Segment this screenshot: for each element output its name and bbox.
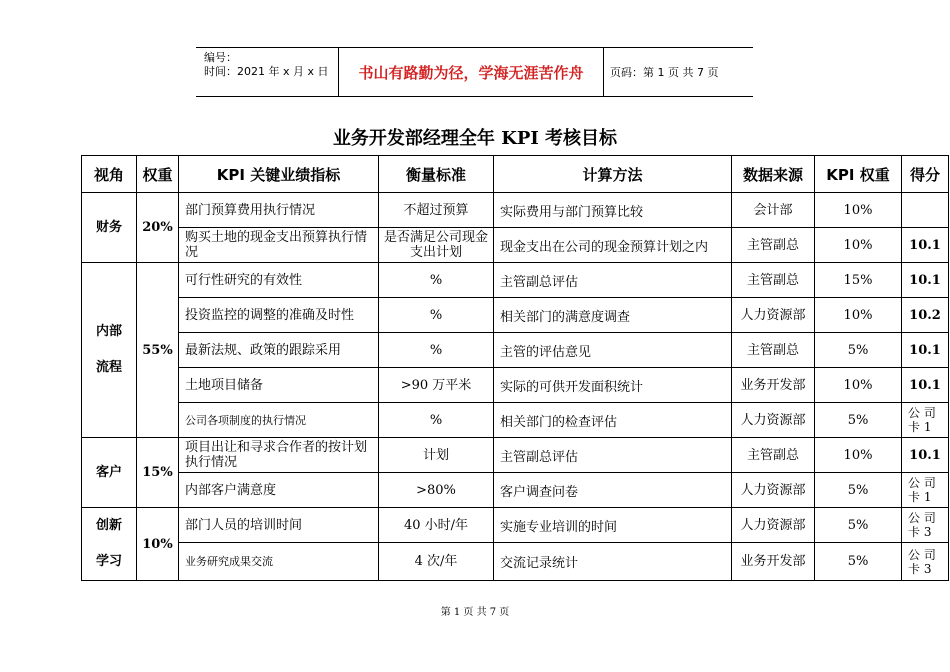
source-cell: 主管副总 bbox=[732, 228, 815, 263]
header-meta bbox=[196, 48, 338, 96]
score-cell: 公 司 卡 1 bbox=[902, 403, 949, 438]
kpi-weight-cell: 10% bbox=[815, 368, 902, 403]
source-cell: 业务开发部 bbox=[732, 543, 815, 581]
kpi-table bbox=[81, 155, 949, 581]
table-row bbox=[82, 298, 949, 333]
weight-cell: 55% bbox=[137, 263, 179, 438]
method-cell: 相关部门的检查评估 bbox=[494, 403, 732, 438]
score-cell: 10.2 bbox=[902, 298, 949, 333]
method-cell: 主管副总评估 bbox=[494, 438, 732, 473]
source-cell: 主管副总 bbox=[732, 333, 815, 368]
table-row bbox=[82, 473, 949, 508]
kpi-weight-cell: 5% bbox=[815, 508, 902, 543]
indicator-cell: 可行性研究的有效性 bbox=[179, 263, 379, 298]
standard-cell: 不超过预算 bbox=[379, 193, 494, 228]
column-header-weight: 权重 bbox=[137, 156, 179, 193]
method-cell: 实施专业培训的时间 bbox=[494, 508, 732, 543]
perspective-line-2: 学习 bbox=[95, 554, 122, 569]
table-row bbox=[82, 263, 949, 298]
table-header-row bbox=[82, 156, 949, 193]
table-row bbox=[82, 438, 949, 473]
source-cell: 主管副总 bbox=[732, 263, 815, 298]
perspective-cell bbox=[82, 508, 137, 581]
standard-cell: % bbox=[379, 333, 494, 368]
kpi-weight-cell: 10% bbox=[815, 298, 902, 333]
kpi-weight-cell: 5% bbox=[815, 473, 902, 508]
weight-cell: 10% bbox=[137, 508, 179, 581]
standard-cell: % bbox=[379, 403, 494, 438]
perspective-cell bbox=[82, 263, 137, 438]
score-cell: 10.1 bbox=[902, 228, 949, 263]
source-cell: 人力资源部 bbox=[732, 298, 815, 333]
perspective-line-2: 流程 bbox=[95, 360, 122, 375]
header-motto: 书山有路勤为径，学海无涯苦作舟 bbox=[338, 48, 604, 96]
standard-cell: 是否满足公司现金支出计划 bbox=[379, 228, 494, 263]
number-label: 编号： bbox=[204, 51, 237, 64]
source-cell: 人力资源部 bbox=[732, 403, 815, 438]
standard-cell: >90 万平米 bbox=[379, 368, 494, 403]
standard-cell: 40 小时/年 bbox=[379, 508, 494, 543]
column-header-score: 得分 bbox=[902, 156, 949, 193]
standard-cell: % bbox=[379, 263, 494, 298]
standard-cell: 4 次/年 bbox=[379, 543, 494, 581]
score-cell: 10.1 bbox=[902, 368, 949, 403]
table-row bbox=[82, 508, 949, 543]
weight-cell: 20% bbox=[137, 193, 179, 263]
column-header-standard: 衡量标准 bbox=[379, 156, 494, 193]
column-header-method: 计算方法 bbox=[494, 156, 732, 193]
kpi-weight-cell: 10% bbox=[815, 193, 902, 228]
method-cell: 现金支出在公司的现金预算计划之内 bbox=[494, 228, 732, 263]
table-row bbox=[82, 368, 949, 403]
method-cell: 实际费用与部门预算比较 bbox=[494, 193, 732, 228]
column-header-perspective: 视角 bbox=[82, 156, 137, 193]
weight-cell: 15% bbox=[137, 438, 179, 508]
kpi-weight-cell: 5% bbox=[815, 543, 902, 581]
indicator-cell: 部门人员的培训时间 bbox=[179, 508, 379, 543]
indicator-cell: 公司各项制度的执行情况 bbox=[179, 403, 379, 438]
score-cell: 公 司 卡 3 bbox=[902, 508, 949, 543]
source-cell: 主管副总 bbox=[732, 438, 815, 473]
source-cell: 会计部 bbox=[732, 193, 815, 228]
score-cell: 公 司 卡 3 bbox=[902, 543, 949, 581]
indicator-cell: 投资监控的调整的准确及时性 bbox=[179, 298, 379, 333]
time-label: 时间：2021 年 x 月 x 日 bbox=[204, 65, 329, 78]
score-cell: 10.1 bbox=[902, 263, 949, 298]
kpi-weight-cell: 5% bbox=[815, 403, 902, 438]
standard-cell: % bbox=[379, 298, 494, 333]
method-cell: 实际的可供开发面积统计 bbox=[494, 368, 732, 403]
standard-cell: >80% bbox=[379, 473, 494, 508]
table-row bbox=[82, 228, 949, 263]
kpi-weight-cell: 15% bbox=[815, 263, 902, 298]
method-cell: 主管的评估意见 bbox=[494, 333, 732, 368]
header-page-info: 页码：第 1 页 共 7 页 bbox=[610, 66, 719, 79]
indicator-cell: 项目出让和寻求合作者的按计划执行情况 bbox=[179, 438, 379, 473]
method-cell: 客户调查问卷 bbox=[494, 473, 732, 508]
column-header-kpi-weight: KPI 权重 bbox=[815, 156, 902, 193]
document-header bbox=[196, 47, 753, 97]
kpi-weight-cell: 5% bbox=[815, 333, 902, 368]
source-cell: 人力资源部 bbox=[732, 508, 815, 543]
column-header-source: 数据来源 bbox=[732, 156, 815, 193]
method-cell: 主管副总评估 bbox=[494, 263, 732, 298]
perspective-line-1: 内部 bbox=[95, 324, 122, 339]
table-row bbox=[82, 193, 949, 228]
indicator-cell: 内部客户满意度 bbox=[179, 473, 379, 508]
kpi-weight-cell: 10% bbox=[815, 228, 902, 263]
document-title: 业务开发部经理全年 KPI 考核目标 bbox=[332, 128, 618, 149]
perspective-line-1: 创新 bbox=[95, 518, 122, 533]
source-cell: 业务开发部 bbox=[732, 368, 815, 403]
perspective-cell: 客户 bbox=[82, 438, 137, 508]
column-header-indicator: KPI 关键业绩指标 bbox=[179, 156, 379, 193]
method-cell: 交流记录统计 bbox=[494, 543, 732, 581]
table-row bbox=[82, 333, 949, 368]
score-cell: 10.1 bbox=[902, 333, 949, 368]
indicator-cell: 最新法规、政策的跟踪采用 bbox=[179, 333, 379, 368]
perspective-cell: 财务 bbox=[82, 193, 137, 263]
score-cell bbox=[902, 193, 949, 228]
kpi-weight-cell: 10% bbox=[815, 438, 902, 473]
table-row bbox=[82, 403, 949, 438]
score-cell: 公 司 卡 1 bbox=[902, 473, 949, 508]
indicator-cell: 部门预算费用执行情况 bbox=[179, 193, 379, 228]
standard-cell: 计划 bbox=[379, 438, 494, 473]
indicator-cell: 购买土地的现金支出预算执行情况 bbox=[179, 228, 379, 263]
indicator-cell: 土地项目储备 bbox=[179, 368, 379, 403]
indicator-cell: 业务研究成果交流 bbox=[179, 543, 379, 581]
page-footer: 第 1 页 共 7 页 bbox=[440, 607, 510, 618]
table-row bbox=[82, 543, 949, 581]
score-cell: 10.1 bbox=[902, 438, 949, 473]
source-cell: 人力资源部 bbox=[732, 473, 815, 508]
method-cell: 相关部门的满意度调查 bbox=[494, 298, 732, 333]
